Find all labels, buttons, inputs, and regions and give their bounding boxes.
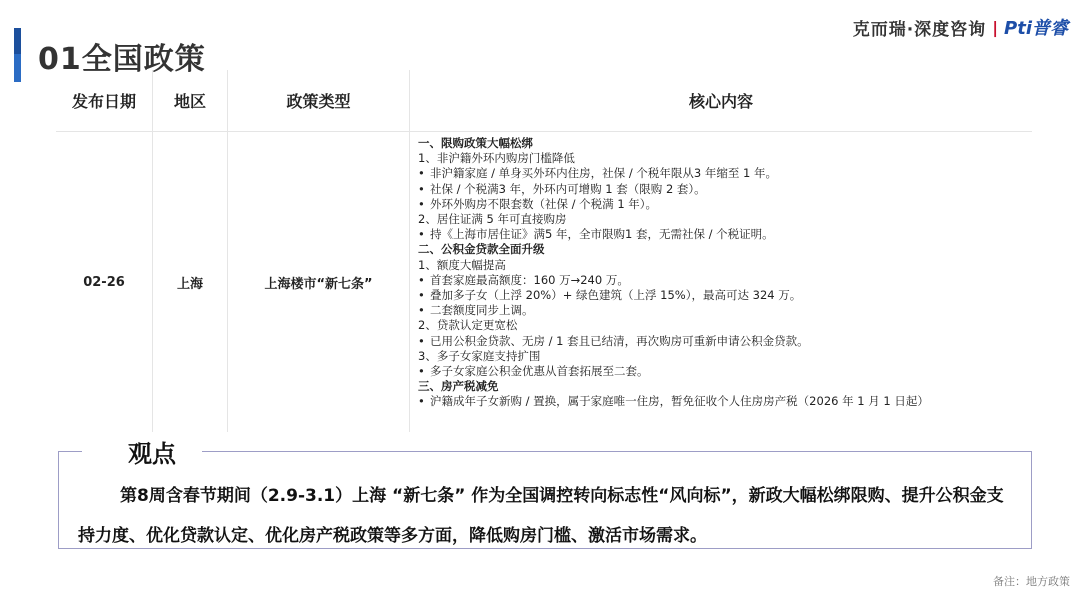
content-line: 二、公积金贷款全面升级	[418, 242, 545, 257]
content-line: • 社保 / 个税满3 年，外环内可增购 1 套（限购 2 套）。	[418, 182, 1032, 197]
content-line: • 持《上海市居住证》满5 年，全市限购1 套，无需社保 / 个税证明。	[418, 227, 1032, 242]
brand-logo	[853, 14, 1068, 40]
content-line: • 非沪籍家庭 / 单身买外环内住房，社保 / 个税年限从3 年缩至 1 年。	[418, 166, 1032, 181]
title-accent-bar-top	[14, 28, 21, 54]
content-line: • 二套额度同步上调。	[418, 303, 1032, 318]
cell-policy-type: 上海楼市“新七条”	[228, 132, 410, 432]
brand-mark-cn: 普睿	[1032, 18, 1068, 39]
table-row	[56, 132, 1032, 432]
column-header-date: 发布日期	[56, 70, 153, 131]
content-line: • 多子女家庭公积金优惠从首套拓展至二套。	[418, 364, 1032, 379]
content-line: 一、限购政策大幅松绑	[418, 136, 533, 150]
content-line: • 外环外购房不限套数（社保 / 个税满 1 年）。	[418, 197, 1032, 212]
column-header-policy-type: 政策类型	[228, 70, 410, 131]
cell-date: 02-26	[56, 132, 153, 432]
content-line: 1、额度大幅提高	[418, 257, 506, 272]
content-line: 1、非沪籍外环内购房门槛降低	[418, 151, 575, 166]
content-line: • 沪籍成年子女新购 / 置换，属于家庭唯一住房，暂免征收个人住房房产税（2026 年 1 月 1 日起）	[418, 394, 1032, 409]
content-line: 3、多子女家庭支持扩围	[418, 348, 541, 363]
brand-mark	[1004, 14, 1068, 40]
brand-text: 克而瑞·深度咨询	[852, 19, 987, 40]
policy-table	[56, 70, 1032, 432]
column-header-core-content: 核心内容	[688, 92, 753, 111]
content-line: • 首套家庭最高额度：160 万→240 万。	[418, 273, 1032, 288]
content-line: • 叠加多子女（上浮 20%）+ 绿色建筑（上浮 15%），最高可达 324 万。	[418, 288, 1032, 303]
page-title: 01全国政策	[38, 42, 206, 77]
content-line: 2、居住证满 5 年可直接购房	[418, 212, 567, 227]
content-line: • 已用公积金贷款、无房 / 1 套且已结清，再次购房可重新申请公积金贷款。	[418, 334, 1032, 349]
column-header-region: 地区	[153, 70, 228, 131]
brand-separator: |	[992, 17, 999, 37]
cell-core-content	[410, 132, 1032, 432]
viewpoint-label: 观点	[128, 440, 176, 468]
content-line: 2、贷款认定更宽松	[418, 318, 518, 333]
footnote: 备注：地方政策	[993, 575, 1070, 588]
content-line: 三、房产税减免	[418, 379, 499, 394]
brand-mark-latin: Pti	[1004, 18, 1032, 39]
viewpoint-text: 第8周含春节期间（2.9-3.1）上海 “新七条” 作为全国调控转向标志性“风向标”，新政大幅松绑限购、提升公积金支持力度、优化贷款认定、优化房产税政策等多方面，降低购房门槛、激活市场需求。	[78, 486, 1004, 546]
table-header	[56, 70, 1032, 132]
cell-region: 上海	[153, 132, 228, 432]
